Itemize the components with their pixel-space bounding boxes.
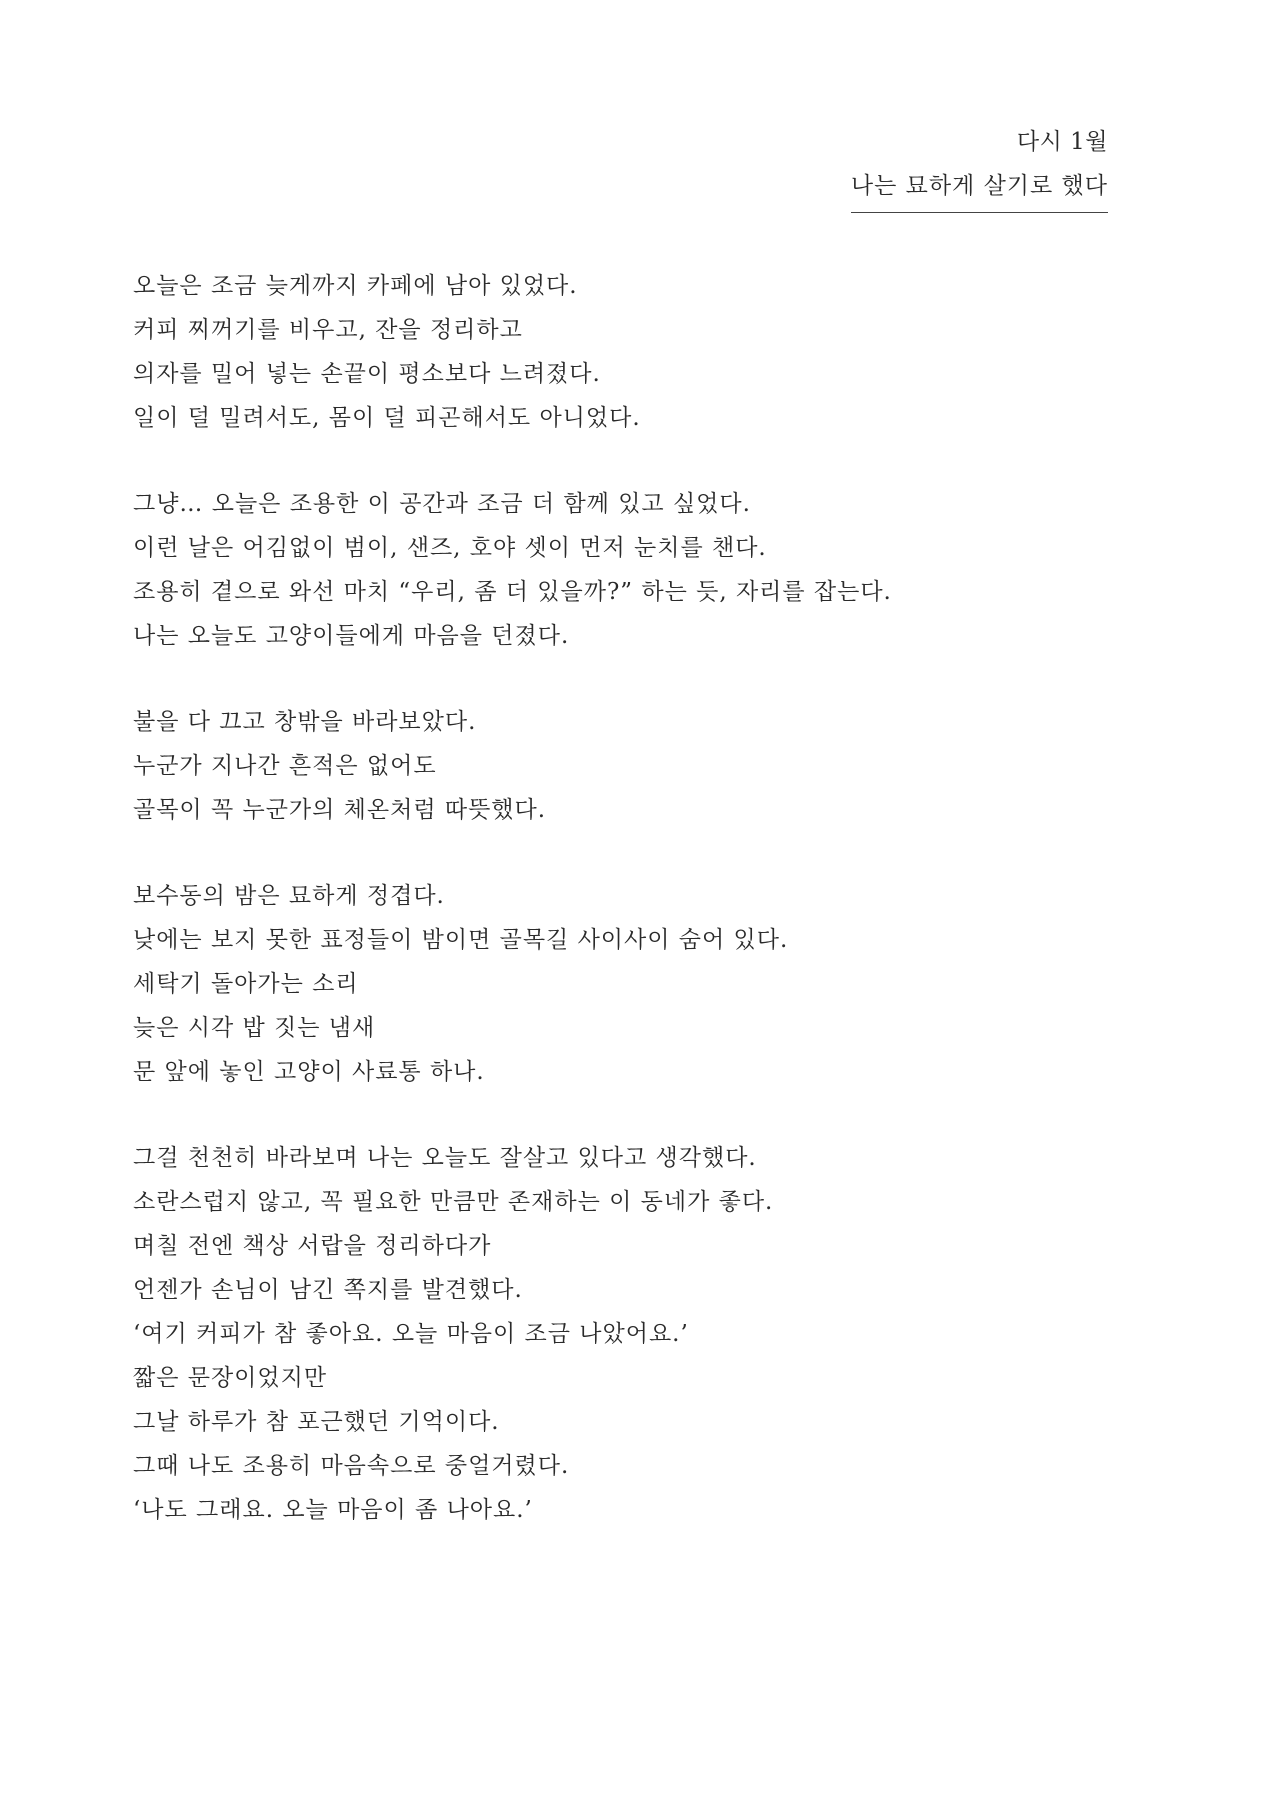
text-line: 누군가 지나간 흔적은 없어도 [133, 753, 437, 779]
text-line: 오늘은 조금 늦게까지 카페에 남아 있었다. [133, 273, 578, 299]
page-header [851, 122, 1108, 213]
text-line: 며칠 전엔 책상 서랍을 정리하다가 [133, 1233, 492, 1259]
chapter-title: 나는 묘하게 살기로 했다 [851, 166, 1108, 213]
text-line: 늦은 시각 밥 짓는 냄새 [133, 1015, 376, 1041]
paragraph [133, 874, 1133, 1094]
text-line: 나는 오늘도 고양이들에게 마음을 던졌다. [133, 623, 570, 649]
text-line: 소란스럽지 않고, 꼭 필요한 만큼만 존재하는 이 동네가 좋다. [133, 1189, 774, 1215]
paragraph [133, 1136, 1133, 1532]
text-line: 언젠가 손님이 남긴 쪽지를 발견했다. [133, 1277, 523, 1303]
text-line: 일이 덜 밀려서도, 몸이 덜 피곤해서도 아니었다. [133, 405, 641, 431]
text-line: 커피 찌꺼기를 비우고, 잔을 정리하고 [133, 317, 523, 343]
text-line: 문 앞에 놓인 고양이 사료통 하나. [133, 1059, 485, 1085]
text-line: 의자를 밀어 넣는 손끝이 평소보다 느려졌다. [133, 361, 601, 387]
text-line: 조용히 곁으로 와선 마치 “우리, 좀 더 있을까?” 하는 듯, 자리를 잡는다. [133, 579, 892, 605]
chapter-label: 다시 1월 [1016, 129, 1108, 155]
text-line: ‘나도 그래요. 오늘 마음이 좀 나아요.’ [133, 1497, 533, 1523]
text-line: 세탁기 돌아가는 소리 [133, 971, 359, 997]
paragraph [133, 264, 1133, 440]
paragraph [133, 482, 1133, 658]
paragraph [133, 700, 1133, 832]
text-line: 그때 나도 조용히 마음속으로 중얼거렸다. [133, 1453, 570, 1479]
text-line: ‘여기 커피가 참 좋아요. 오늘 마음이 조금 나았어요.’ [133, 1321, 689, 1347]
text-line: 보수동의 밤은 묘하게 정겹다. [133, 883, 445, 909]
text-line: 불을 다 끄고 창밖을 바라보았다. [133, 709, 477, 735]
text-line: 그걸 천천히 바라보며 나는 오늘도 잘살고 있다고 생각했다. [133, 1145, 757, 1171]
body-text [133, 264, 1133, 1574]
text-line: 골목이 꼭 누군가의 체온처럼 따뜻했다. [133, 797, 547, 823]
text-line: 낮에는 보지 못한 표정들이 밤이면 골목길 사이사이 숨어 있다. [133, 927, 789, 953]
text-line: 이런 날은 어김없이 범이, 샌즈, 호야 셋이 먼저 눈치를 챈다. [133, 535, 767, 561]
text-line: 그냥… 오늘은 조용한 이 공간과 조금 더 함께 있고 싶었다. [133, 491, 751, 517]
text-line: 짧은 문장이었지만 [133, 1365, 328, 1391]
text-line: 그날 하루가 참 포근했던 기억이다. [133, 1409, 500, 1435]
